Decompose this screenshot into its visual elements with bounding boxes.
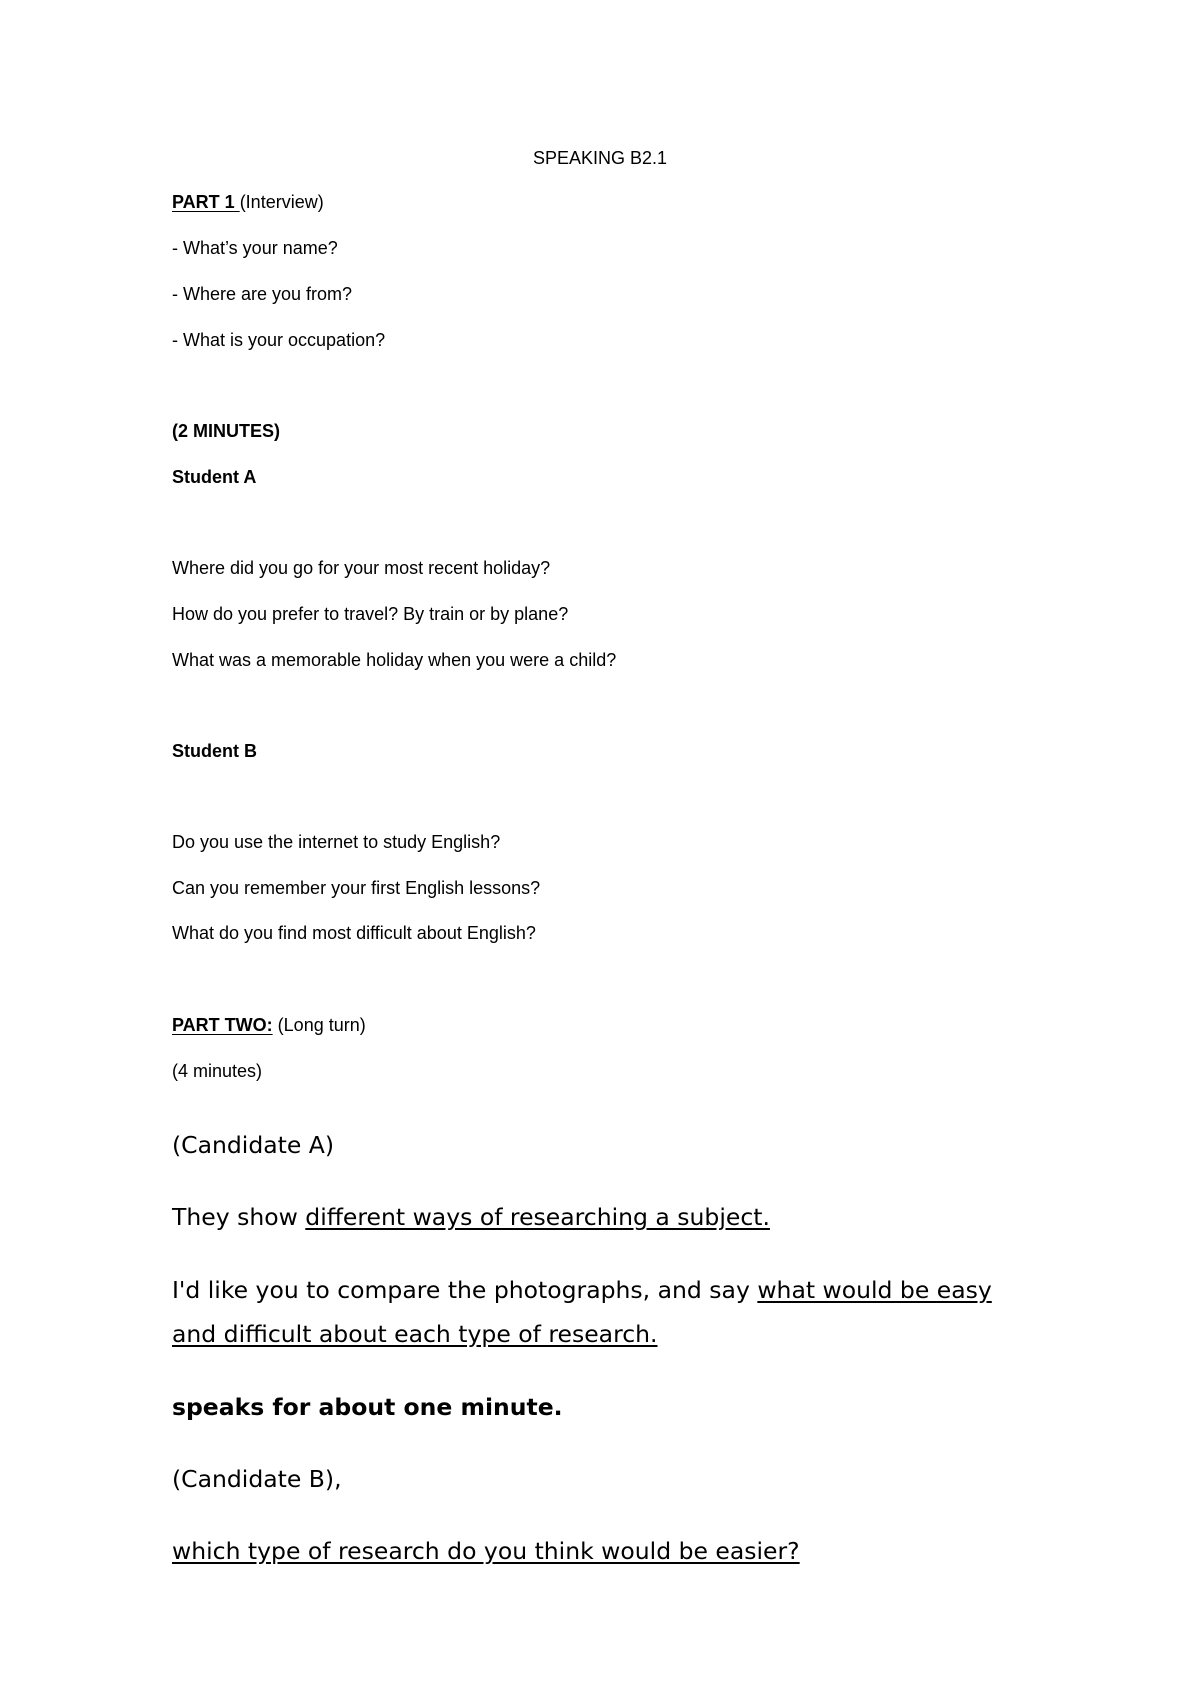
candidate-a-label: (Candidate A) xyxy=(172,1131,335,1159)
student-b-label: Student B xyxy=(172,741,257,761)
compare-underlined-1: what would be easy xyxy=(757,1276,992,1304)
student-a-question: How do you prefer to travel? By train or by plane? xyxy=(172,604,569,624)
interview-question: - What is your occupation? xyxy=(172,330,386,350)
task-underlined: different ways of researching a subject. xyxy=(305,1203,770,1231)
part2-heading: PART TWO: xyxy=(172,1015,273,1035)
document-title: SPEAKING B2.1 xyxy=(532,148,668,168)
part1-subtitle: (Interview) xyxy=(239,192,324,212)
student-b-question: What do you find most difficult about English? xyxy=(172,923,536,943)
part1-time: (2 MINUTES) xyxy=(172,421,280,441)
part2-subtitle: (Long turn) xyxy=(277,1015,366,1035)
compare-line-1 xyxy=(172,1275,992,1305)
task-line xyxy=(172,1202,770,1232)
compare-prefix: I'd like you to compare the photographs, and say xyxy=(172,1276,758,1304)
student-a-question: What was a memorable holiday when you were a child? xyxy=(172,650,617,670)
part2-heading-line xyxy=(172,1014,366,1036)
compare-line-2: and difficult about each type of research. xyxy=(172,1320,658,1348)
interview-question: - Where are you from? xyxy=(172,284,353,304)
student-a-label: Student A xyxy=(172,467,257,487)
part1-heading: PART 1 xyxy=(172,192,240,212)
interview-question: - What’s your name? xyxy=(172,238,338,258)
student-b-question: Can you remember your first English lessons? xyxy=(172,878,541,898)
task-prefix: They show xyxy=(172,1203,306,1231)
student-b-question: Do you use the internet to study English? xyxy=(172,832,501,852)
candidate-b-label: (Candidate B), xyxy=(172,1465,342,1493)
candidate-b-question: which type of research do you think would be easier? xyxy=(172,1537,800,1565)
part1-heading-line xyxy=(172,191,324,213)
student-a-question: Where did you go for your most recent holiday? xyxy=(172,558,551,578)
part2-time: (4 minutes) xyxy=(172,1061,263,1081)
speaks-line: speaks for about one minute. xyxy=(172,1393,563,1421)
